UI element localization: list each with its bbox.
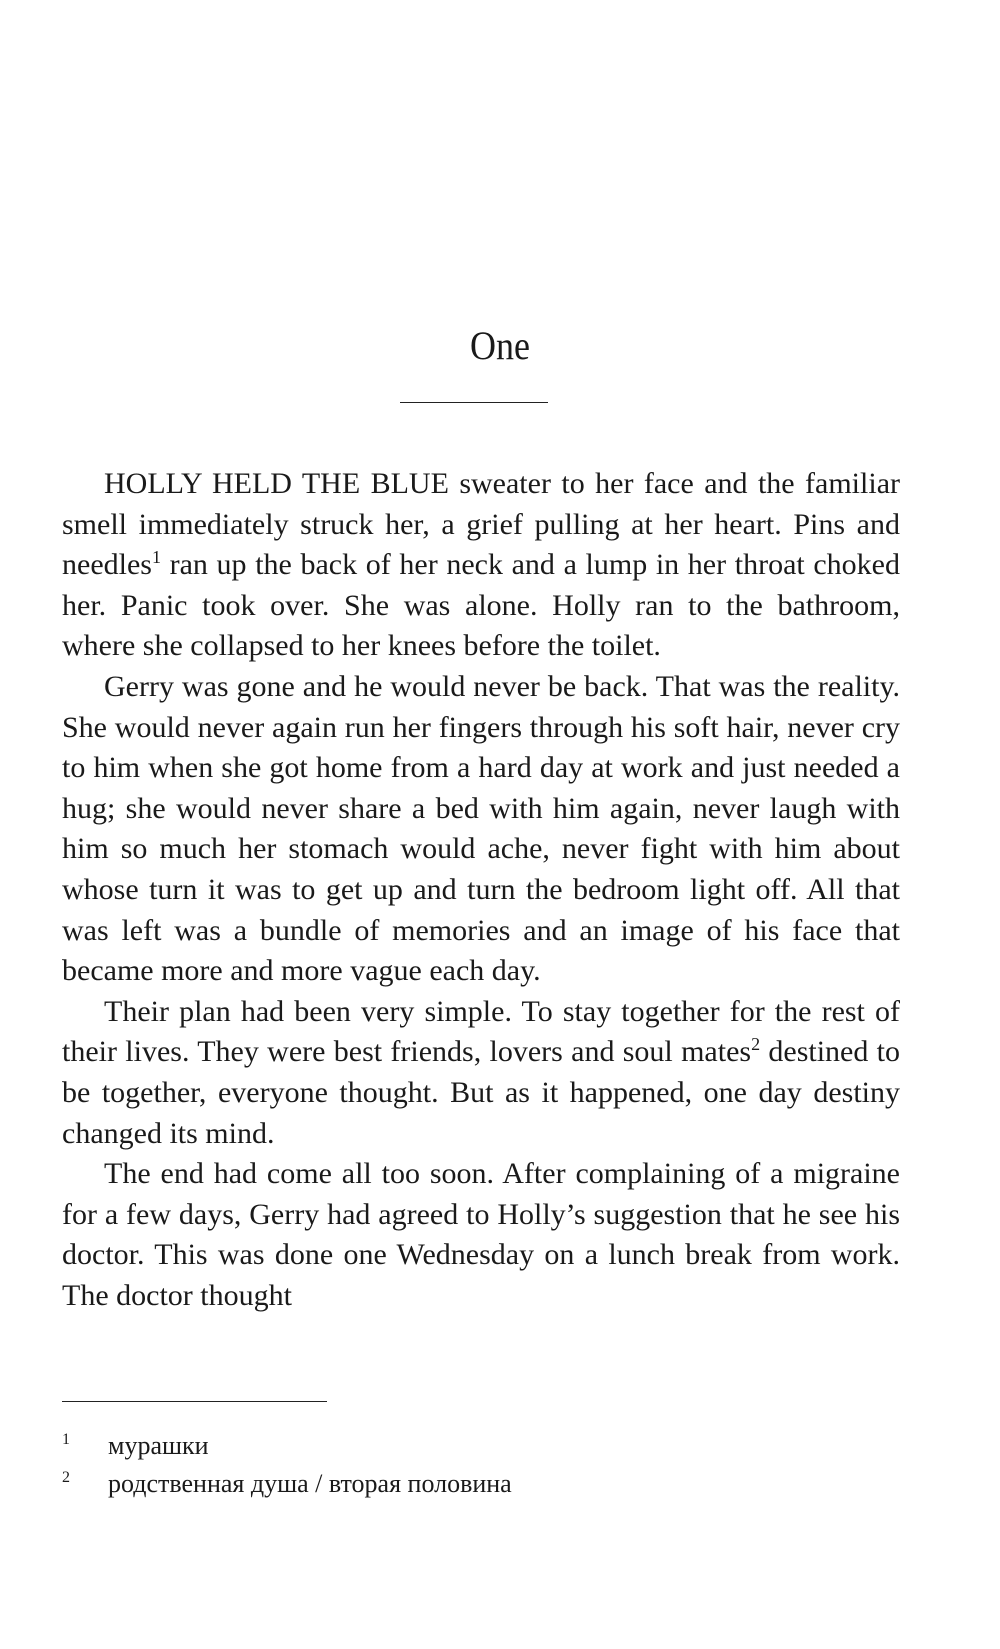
footnote (62, 1465, 900, 1503)
paragraph-text: The end had come all too soon. After complaining of a migraine for a few days, Gerry had agreed to Holly’s suggestion that he see his doctor. This was done one Wednesday on a lunch break from work. The doctor thought (62, 1157, 900, 1312)
paragraph (62, 992, 900, 1154)
paragraph (62, 1154, 900, 1316)
footnote-text: мурашки (108, 1431, 209, 1460)
footnote-number: 2 (62, 1469, 70, 1486)
footnote-number: 1 (62, 1431, 70, 1448)
paragraph-text: Gerry was gone and he would never be back. That was the reality. She would never again run her fingers through his soft hair, never cry to him when she got home from a hard day at work and just needed a hug; she would never share a bed with him again, never laugh with him so much her stomach would ache, never fight with him about whose turn it was to get up and turn the bedroom light off. All that was left was a bundle of memories and an image of his face that became more and more vague each day. (62, 669, 900, 988)
paragraph-text: ran up the back of her neck and a lump in her throat choked her. Panic took over. She was alone. Holly ran to the bathroom, where she collapsed to her knees before the toilet. (62, 548, 900, 663)
footnote-text: родственная душа / вторая половина (108, 1469, 512, 1498)
footnote-divider (62, 1401, 327, 1402)
paragraph-text: Their plan had been very simple. To stay together for the rest of their lives. They were best friends, lovers and soul mates (62, 994, 900, 1069)
paragraph-text: HOLLY HELD THE BLUE sweater to her face and the familiar smell immediately struck her, a grief pulling at her heart. Pins and needles (62, 467, 900, 582)
chapter-title: One (470, 323, 530, 368)
footnotes (62, 1427, 900, 1503)
paragraph-text: destined to be together, everyone thought. But as it happened, one day destiny changed its mind. (62, 1035, 900, 1150)
paragraph (62, 667, 900, 992)
title-divider (400, 402, 548, 403)
footnote (62, 1427, 900, 1465)
paragraph (62, 464, 900, 667)
body-text (62, 464, 900, 1316)
footnote-reference: 2 (751, 1034, 761, 1055)
footnote-reference: 1 (151, 547, 161, 568)
